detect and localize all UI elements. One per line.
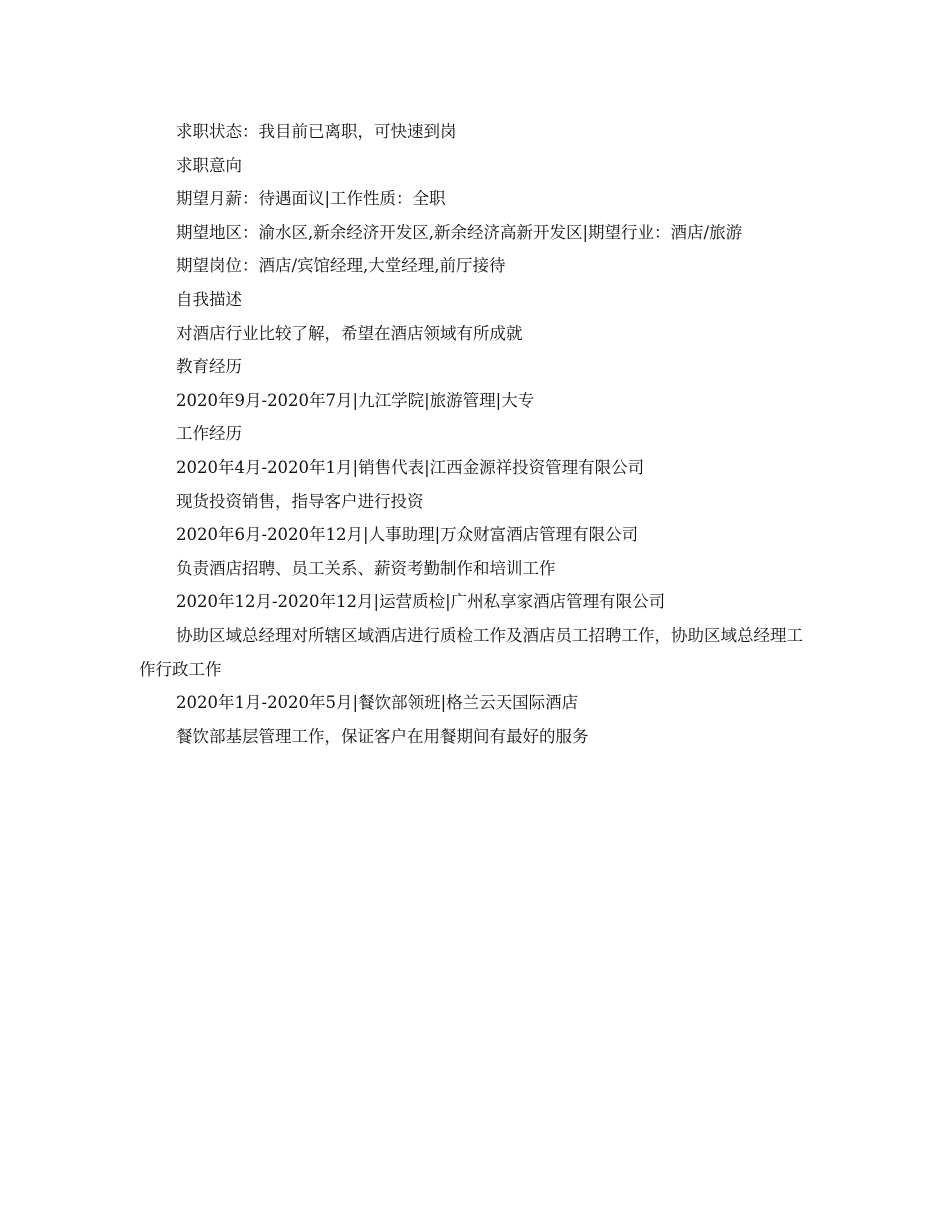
work-entry-2: 2020年6月-2020年12月|人事助理|万众财富酒店管理有限公司 (176, 525, 639, 545)
expected-position-line: 期望岗位：酒店/宾馆经理,大堂经理,前厅接待 (176, 256, 506, 276)
work-entry-3-description: 协助区域总经理对所辖区域酒店进行质检工作及酒店员工招聘工作，协助区域总经理工作行政工作 (139, 625, 803, 679)
work-entry-1: 2020年4月-2020年1月|销售代表|江西金源祥投资管理有限公司 (176, 457, 645, 477)
expected-salary-line: 期望月薪：待遇面议|工作性质：全职 (176, 189, 446, 209)
self-description-heading: 自我描述 (176, 289, 242, 309)
self-description-text: 对酒店行业比较了解，希望在酒店领域有所成就 (176, 323, 523, 343)
work-entry-3: 2020年12月-2020年12月|运营质检|广州私享家酒店管理有限公司 (176, 592, 666, 612)
job-status-line: 求职状态：我目前已离职，可快速到岗 (176, 122, 457, 141)
job-intention-heading: 求职意向 (176, 155, 242, 175)
education-entry: 2020年9月-2020年7月|九江学院|旅游管理|大专 (176, 390, 535, 410)
work-entry-4-description: 餐饮部基层管理工作，保证客户在用餐期间有最好的服务 (176, 726, 589, 746)
work-entry-2-description: 负责酒店招聘、员工关系、薪资考勤制作和培训工作 (176, 558, 556, 578)
work-experience-heading: 工作经历 (176, 424, 242, 444)
work-entry-1-description: 现货投资销售，指导客户进行投资 (176, 491, 424, 511)
work-entry-4: 2020年1月-2020年5月|餐饮部领班|格兰云天国际酒店 (176, 693, 579, 713)
expected-region-line: 期望地区：渝水区,新余经济开发区,新余经济高新开发区|期望行业：酒店/旅游 (176, 222, 743, 242)
education-heading: 教育经历 (176, 357, 242, 377)
resume-body (139, 115, 819, 753)
